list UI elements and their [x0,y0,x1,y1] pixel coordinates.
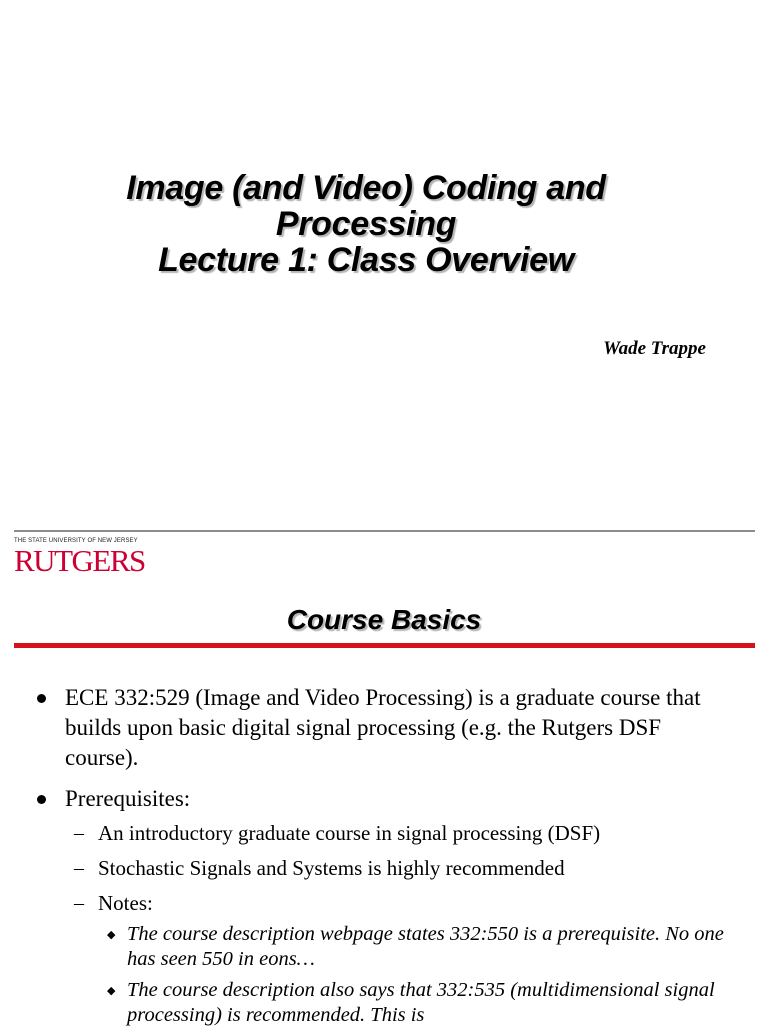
list-item [0,784,768,814]
sub-list-item [0,820,768,846]
note-text: The course description also says that 332:535 (multidimensional signal processing) is recommended. This is [127,979,715,1026]
title-line: Lecture 1: Class Overview [158,241,574,279]
sub-bullet-text: Stochastic Signals and Systems is highly recommended [98,856,565,880]
diamond-bullet-icon: ◆ [107,985,116,997]
dash-icon: – [74,822,84,844]
dash-icon: – [74,892,84,914]
rutgers-logo [14,538,145,578]
sub-list-item [0,890,768,916]
logo-wordmark: RUTGERS [14,543,145,578]
author-name: Wade Trappe [603,338,706,359]
bullet-icon [37,795,46,804]
slide-divider [14,530,755,532]
slide-title [0,170,732,278]
bullet-icon [37,694,46,703]
course-basics-slide [0,530,768,1024]
title-line: Processing [275,205,457,243]
dash-icon: – [74,857,84,879]
note-item [0,922,768,972]
sub-bullet-text: Notes: [98,891,153,915]
note-item [0,978,768,1028]
heading-underline [14,643,755,648]
slide-heading: Course Basics [286,604,482,635]
sub-bullet-text: An introductory graduate course in signal processing (DSF) [98,821,601,845]
list-item [0,683,768,773]
logo-subtitle: THE STATE UNIVERSITY OF NEW JERSEY [14,538,138,544]
title-line: Image (and Video) Coding and [126,169,606,207]
slide-content [0,683,768,1028]
sub-list-item [0,855,768,881]
diamond-bullet-icon: ◆ [107,929,116,941]
bullet-text: Prerequisites: [65,786,191,811]
bullet-text: ECE 332:529 (Image and Video Processing) is a graduate course that builds upon basic digital signal processing (e.g. the Rutgers DSF course). [65,685,701,770]
note-text: The course description webpage states 332:550 is a prerequisite. No one has seen 550 in eons… [127,923,724,970]
